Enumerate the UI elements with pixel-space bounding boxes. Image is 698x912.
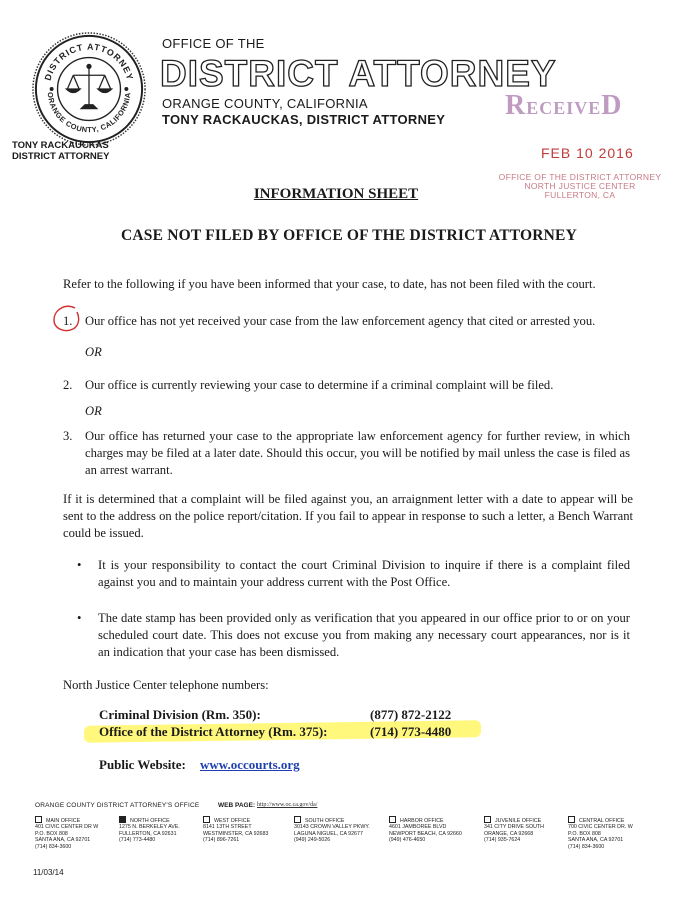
bullet-text-1: It is your responsibility to contact the court Criminal Division to inquire if there is a complaint filed against you and to maintain your address current with the Post Office. xyxy=(98,558,630,589)
office-phone: (714) 896-7261 xyxy=(203,837,240,844)
case-title: CASE NOT FILED BY OFFICE OF THE DISTRICT ATTORNEY xyxy=(121,227,577,244)
sheet-title-text: INFORMATION SHEET xyxy=(253,186,419,202)
item-text-2: Our office is currently reviewing your case to determine if a criminal complaint will be filed. xyxy=(85,378,554,392)
stamp-office-line2: NORTH JUSTICE CENTER xyxy=(524,181,636,191)
seal-top-text: DISTRICT ATTORNEY xyxy=(42,41,136,82)
office-address-line: SANTA ANA, CA 92701 xyxy=(35,837,91,844)
item-number-2: 2. xyxy=(63,378,73,392)
received-date: FEB 10 2016 xyxy=(541,145,634,161)
received-stamp xyxy=(505,90,623,122)
header-da-name: TONY RACKAUCKAS, DISTRICT ATTORNEY xyxy=(162,112,446,127)
phone-intro: North Justice Center telephone numbers: xyxy=(63,678,269,692)
office-name: JUVENILE OFFICE xyxy=(495,818,542,824)
left-da-name: TONY RACKAUCKAS xyxy=(12,140,109,151)
office-address-line: WESTMINSTER, CA 92683 xyxy=(203,830,269,837)
office-south xyxy=(294,816,389,844)
office-address-line: 1275 N. BERKELEY AVE. xyxy=(119,824,180,831)
office-address-line: SANTA ANA, CA 92701 xyxy=(568,837,624,844)
office-address-line: 700 CIVIC CENTER DR. W xyxy=(568,824,633,831)
office-address-line: ORANGE, CA 92668 xyxy=(484,830,534,837)
header-office-of: OFFICE OF THE xyxy=(162,36,265,51)
office-main xyxy=(35,816,130,850)
header-county: ORANGE COUNTY, CALIFORNIA xyxy=(162,96,368,111)
office-phone: (714) 834-3600 xyxy=(568,843,605,850)
item-number-1: 1. xyxy=(63,314,73,328)
office-address-line: 8141 13TH STREET xyxy=(203,824,252,831)
office-address-line: NEWPORT BEACH, CA 92660 xyxy=(389,830,462,837)
criminal-division-label: Criminal Division (Rm. 350): xyxy=(99,707,261,722)
footer-title: ORANGE COUNTY DISTRICT ATTORNEY'S OFFICE xyxy=(35,802,200,809)
office-name: SOUTH OFFICE xyxy=(305,818,345,824)
office-checkbox-icon xyxy=(203,816,210,823)
left-da-signature-block xyxy=(12,140,109,162)
office-address-line: FULLERTON, CA 92631 xyxy=(119,830,177,837)
left-da-title: DISTRICT ATTORNEY xyxy=(12,151,110,162)
office-phone: (949) 249-5026 xyxy=(294,837,331,844)
district-attorney-seal xyxy=(30,30,148,148)
office-checkbox-icon xyxy=(568,816,575,823)
office-phone: (714) 773-4480 xyxy=(119,837,156,844)
office-address-line: 30143 CROWN VALLEY PKWY. xyxy=(294,824,370,831)
bullet-text-2: The date stamp has been provided only as verification that you appeared in our office prior to or on your scheduled court date. This does not excuse you from making any necessary court appearances, nor is it an indication that your case has been dismissed. xyxy=(98,611,630,659)
office-checkbox-icon xyxy=(35,816,42,823)
office-name: CENTRAL OFFICE xyxy=(579,818,625,824)
office-address-line: LAGUNA NIGUEL, CA 92677 xyxy=(294,830,363,837)
office-harbor xyxy=(389,816,484,844)
office-juvenile xyxy=(484,816,579,844)
footer-web-label: WEB PAGE: xyxy=(218,802,256,809)
office-phone: (949) 476-4650 xyxy=(389,837,426,844)
office-address-line: P.O. BOX 808 xyxy=(35,830,68,837)
office-address-line: 341 CITY DRIVE SOUTH xyxy=(484,824,544,831)
scales-of-justice-icon xyxy=(66,64,111,108)
office-west xyxy=(203,816,298,844)
da-office-phone: (714) 773-4480 xyxy=(370,724,452,739)
received-stamp-mid: ECEIVE xyxy=(526,98,602,118)
office-checkbox-checked-icon xyxy=(119,816,126,823)
seal-bottom-text: ORANGE COUNTY, CALIFORNIA xyxy=(45,91,133,135)
footer-web-link[interactable]: http://www.oc.ca.gov/da/ xyxy=(257,802,318,808)
office-checkbox-icon xyxy=(484,816,491,823)
office-name: MAIN OFFICE xyxy=(46,818,81,824)
header-title: DISTRICT ATTORNEY xyxy=(160,53,557,94)
item-text-3: Our office has returned your case to the appropriate law enforcement agency for further review, in which charges may be filed at a later date. Should this occur, you will be notified by mail unless the case is filed as an arrest warrant. xyxy=(85,429,630,477)
bullet-icon: • xyxy=(77,558,82,572)
website-label: Public Website: xyxy=(99,757,186,772)
form-date: 11/03/14 xyxy=(33,868,64,877)
office-phone: (714) 834-3600 xyxy=(35,843,72,850)
office-address-line: P.O. BOX 808 xyxy=(568,830,601,837)
office-address-line: 401 CIVIC CENTER DR W xyxy=(35,824,99,831)
office-north xyxy=(119,816,214,844)
office-checkbox-icon xyxy=(389,816,396,823)
office-checkbox-icon xyxy=(294,816,301,823)
da-office-label: Office of the District Attorney (Rm. 375): xyxy=(99,724,328,739)
or-separator: OR xyxy=(85,345,102,359)
bullet-icon: • xyxy=(77,611,82,625)
office-phone: (714) 935-7624 xyxy=(484,837,521,844)
or-separator: OR xyxy=(85,404,102,418)
complaint-paragraph: If it is determined that a complaint will be filed against you, an arraignment letter with a date to appear will be sent to the address on the police report/citation. If you fail to appear in response to such a letter, a Bench Warrant could be issued. xyxy=(63,492,633,540)
office-name: NORTH OFFICE xyxy=(130,818,170,824)
office-central xyxy=(568,816,663,850)
office-name: HARBOR OFFICE xyxy=(400,818,444,824)
intro-paragraph: Refer to the following if you have been informed that your case, to date, has not been filed with the court. xyxy=(63,277,596,291)
received-stamp-d: D xyxy=(601,90,623,121)
stamp-office-line1: OFFICE OF THE DISTRICT ATTORNEY xyxy=(498,172,662,182)
stamp-office-line3: FULLERTON, CA xyxy=(544,190,616,200)
sheet-title xyxy=(0,186,698,203)
website-link[interactable]: www.occourts.org xyxy=(200,757,300,772)
received-stamp-r: R xyxy=(505,90,527,121)
office-name: WEST OFFICE xyxy=(214,818,251,824)
item-text-1: Our office has not yet received your case from the law enforcement agency that cited or arrested you. xyxy=(85,314,596,328)
criminal-division-phone: (877) 872-2122 xyxy=(370,707,452,722)
item-number-3: 3. xyxy=(63,429,73,443)
office-address-line: 4601 JAMBOREE BLVD xyxy=(389,824,447,831)
